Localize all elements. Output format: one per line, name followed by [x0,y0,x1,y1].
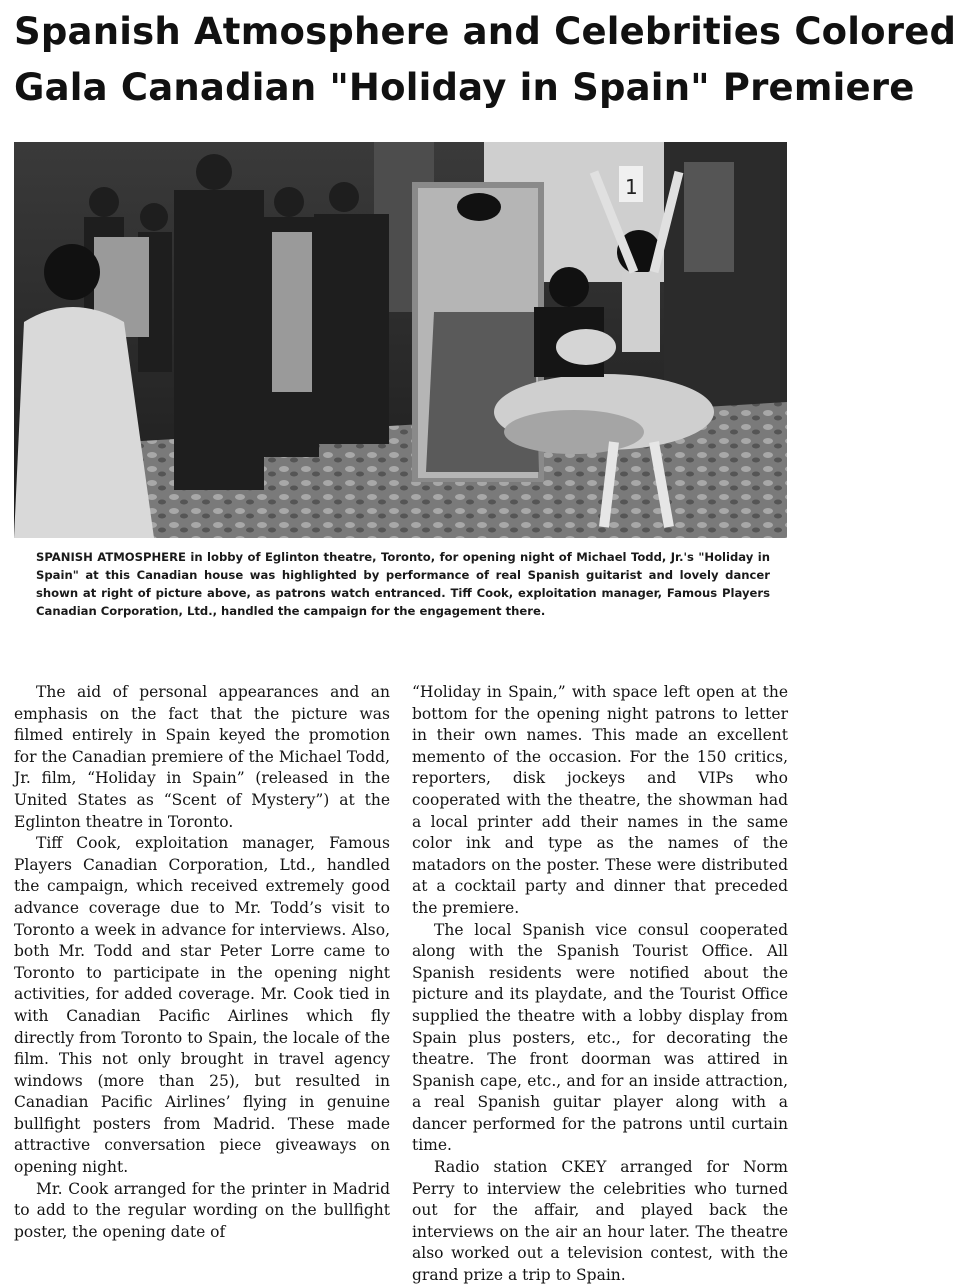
headline [14,4,956,116]
paragraph: Mr. Cook arranged for the printer in Madrid to add to the regular wording on the bullfight poster, the opening date of [14,1179,390,1241]
paragraph: Radio station CKEY arranged for Norm Perry to interview the celebrities who turned out for the affair, and played back the interviews on the air an hour later. The theatre also worked out a television contest, with the grand prize a trip to Spain. [412,1158,788,1285]
paragraph: The aid of personal appearances and an emphasis on the fact that the picture was filmed entirely in Spain keyed the promotion for the Canadian premiere of the Michael Todd, Jr. film, “Holiday in Spain” (released in the United States as “Scent of Mystery”) at the Eglinton theatre in Toronto. [14,683,390,831]
number-card-text: 1 [625,175,638,199]
photo-caption [36,548,770,620]
caption-text: in lobby of Eglinton theatre, Toronto, for opening night of Michael Todd, Jr.'s "Holiday in Spain" at this Canadian house was highlighted by performance of real Spanish guitarist and lovely dancer shown at right of picture above, as patrons watch entranced. Tiff Cook, exploitation manager, Famous Players Canadian Corporation, Ltd., handled the campaign for the engagement there. [36,550,770,618]
paragraph: The local Spanish vice consul cooperated along with the Spanish Tourist Office. All Spanish residents were notified about the picture and its playdate, and the Tourist Office supplied the theatre with a lobby display from Spain plus posters, etc., for decorating the theatre. The front doorman was attired in Spanish cape, etc., and for an inside attraction, a real Spanish guitar player along with a dancer performed for the patrons until curtain time. [412,920,788,1155]
headline-line-2: Gala Canadian "Holiday in Spain" Premiere [14,66,915,109]
article-column-left [14,682,390,1243]
lobby-scene-photo [14,142,787,538]
headline-line-1: Spanish Atmosphere and Celebrities Colored [14,10,956,53]
paragraph: “Holiday in Spain,” with space left open at the bottom for the opening night patrons to letter in their own names. This made an excellent memento of the occasion. For the 150 critics, reporters, disk jockeys and VIPs who cooperated with the theatre, the showman had a local printer add their names in the same color ink and type as the names of the matadors on the poster. These were distributed at a cocktail party and dinner that preceded the premiere. [412,683,788,917]
paragraph: Tiff Cook, exploitation manager, Famous Players Canadian Corporation, Ltd., handled the campaign, which received extremely good advance coverage due to Mr. Todd’s visit to Toronto a week in advance for interviews. Also, both Mr. Todd and star Peter Lorre came to Toronto to participate in the opening night activities, for added coverage. Mr. Cook tied in with Canadian Pacific Airlines which fly directly from Toronto to Spain, the locale of the film. This not only brought in travel agency windows (more than 25), but resulted in Canadian Pacific Airlines’ flying in genuine bullfight posters from Madrid. These made attractive conversation piece giveaways on opening night. [14,834,390,1177]
article-column-right [412,682,788,1287]
caption-lead: SPANISH ATMOSPHERE [36,550,186,564]
